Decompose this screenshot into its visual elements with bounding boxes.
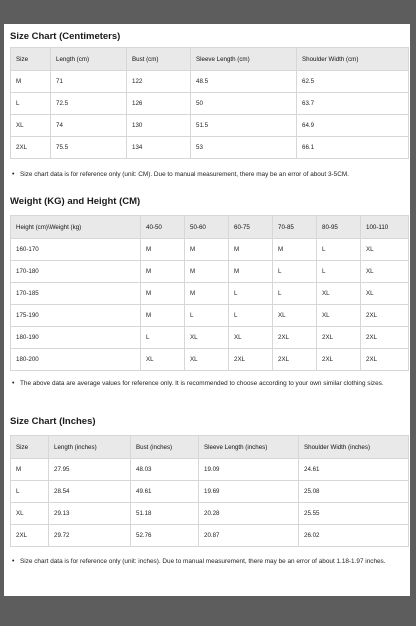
table-cell: L — [11, 481, 49, 503]
table-cell: 71 — [51, 71, 127, 93]
table-cell: 20.87 — [199, 525, 299, 547]
table-row — [11, 261, 409, 283]
table-row — [11, 239, 409, 261]
table-cell: 28.54 — [49, 481, 131, 503]
table-cell: XL — [317, 305, 361, 327]
table-cell: 180-190 — [11, 327, 141, 349]
column-header: 50-60 — [185, 216, 229, 239]
column-header: Length (cm) — [51, 48, 127, 71]
table-cell: M — [141, 305, 185, 327]
table-cell: 19.69 — [199, 481, 299, 503]
table-row — [11, 283, 409, 305]
table-row — [11, 503, 409, 525]
table-cell: 52.76 — [131, 525, 199, 547]
table-cell: 2XL — [361, 327, 409, 349]
table-row — [11, 71, 409, 93]
table-cell: 134 — [127, 137, 191, 159]
table-cell: XL — [11, 503, 49, 525]
table-cell: 51.18 — [131, 503, 199, 525]
table-cell: 24.61 — [299, 459, 409, 481]
table-cell: M — [11, 459, 49, 481]
table-row — [11, 93, 409, 115]
table-cell: 20.28 — [199, 503, 299, 525]
table-cell: L — [11, 93, 51, 115]
table-cell: M — [141, 283, 185, 305]
table-cell: 2XL — [361, 349, 409, 371]
column-header: Sleeve Length (inches) — [199, 436, 299, 459]
table-cell: M — [229, 239, 273, 261]
column-header: 60-75 — [229, 216, 273, 239]
table-cell: 2XL — [273, 327, 317, 349]
table-cell: L — [185, 305, 229, 327]
cm-section-title: Size Chart (Centimeters) — [10, 31, 121, 42]
table-cell: 66.1 — [297, 137, 409, 159]
table-cell: 170-185 — [11, 283, 141, 305]
table-cell: XL — [317, 283, 361, 305]
table-cell: 63.7 — [297, 93, 409, 115]
column-header: Length (inches) — [49, 436, 131, 459]
table-cell: L — [273, 261, 317, 283]
column-header: 40-50 — [141, 216, 185, 239]
column-header: 70-85 — [273, 216, 317, 239]
column-header: Size — [11, 436, 49, 459]
table-header-row — [11, 216, 409, 239]
table-cell: 29.72 — [49, 525, 131, 547]
table-cell: 50 — [191, 93, 297, 115]
table-row — [11, 305, 409, 327]
column-header: Height (cm)\Weight (kg) — [11, 216, 141, 239]
table-cell: 51.5 — [191, 115, 297, 137]
table-cell: 25.55 — [299, 503, 409, 525]
weight-height-section-title: Weight (KG) and Height (CM) — [10, 196, 141, 207]
table-cell: 75.5 — [51, 137, 127, 159]
table-cell: 29.13 — [49, 503, 131, 525]
inch-section-title: Size Chart (Inches) — [10, 416, 96, 427]
table-header-row — [11, 48, 409, 71]
column-header: 80-95 — [317, 216, 361, 239]
table-cell: 2XL — [273, 349, 317, 371]
table-cell: 48.03 — [131, 459, 199, 481]
column-header: Shoulder Width (inches) — [299, 436, 409, 459]
table-cell: XL — [361, 283, 409, 305]
table-cell: 27.95 — [49, 459, 131, 481]
table-cell: L — [229, 305, 273, 327]
table-row — [11, 459, 409, 481]
table-row — [11, 327, 409, 349]
table-cell: 2XL — [317, 327, 361, 349]
inch-note: • Size chart data is for reference only (unit: inches). Due to manual measurement, there may be an error of about 1.18-1.97 inches. — [20, 556, 406, 567]
table-cell: 53 — [191, 137, 297, 159]
table-cell: 2XL — [11, 137, 51, 159]
cm-note: • Size chart data is for reference only (unit: CM). Due to manual measurement, there may be an error of about 3-5CM. — [20, 169, 406, 180]
column-header: Shoulder Width (cm) — [297, 48, 409, 71]
table-cell: L — [229, 283, 273, 305]
weight-height-note: • The above data are average values for reference only. It is recommended to choose according to your own similar clothing sizes. — [20, 378, 406, 389]
table-cell: M — [185, 239, 229, 261]
table-cell: 64.9 — [297, 115, 409, 137]
table-cell: L — [273, 283, 317, 305]
table-cell: 48.5 — [191, 71, 297, 93]
table-cell: 72.5 — [51, 93, 127, 115]
table-cell: 25.08 — [299, 481, 409, 503]
table-cell: M — [11, 71, 51, 93]
table-cell: XL — [273, 305, 317, 327]
table-cell: L — [141, 327, 185, 349]
table-cell: 19.09 — [199, 459, 299, 481]
table-cell: XL — [361, 261, 409, 283]
column-header: Size — [11, 48, 51, 71]
table-cell: XL — [185, 349, 229, 371]
cm-size-table — [10, 47, 409, 159]
inch-size-table — [10, 435, 409, 547]
table-cell: M — [273, 239, 317, 261]
table-cell: M — [141, 261, 185, 283]
table-cell: 49.61 — [131, 481, 199, 503]
table-cell: 122 — [127, 71, 191, 93]
table-cell: 180-200 — [11, 349, 141, 371]
table-cell: 62.5 — [297, 71, 409, 93]
table-row — [11, 525, 409, 547]
column-header: Bust (cm) — [127, 48, 191, 71]
table-row — [11, 137, 409, 159]
column-header: 100-110 — [361, 216, 409, 239]
size-chart-sheet — [4, 24, 410, 596]
table-cell: XL — [229, 327, 273, 349]
column-header: Bust (inches) — [131, 436, 199, 459]
table-cell: XL — [361, 239, 409, 261]
table-cell: M — [141, 239, 185, 261]
table-cell: 126 — [127, 93, 191, 115]
table-cell: M — [185, 283, 229, 305]
table-cell: 2XL — [11, 525, 49, 547]
table-cell: L — [317, 261, 361, 283]
table-cell: 26.02 — [299, 525, 409, 547]
table-header-row — [11, 436, 409, 459]
table-cell: 170-180 — [11, 261, 141, 283]
table-cell: XL — [11, 115, 51, 137]
weight-height-table — [10, 215, 409, 371]
table-cell: 2XL — [317, 349, 361, 371]
table-cell: M — [229, 261, 273, 283]
table-row — [11, 481, 409, 503]
table-row — [11, 349, 409, 371]
table-cell: 74 — [51, 115, 127, 137]
table-cell: 130 — [127, 115, 191, 137]
table-cell: 2XL — [229, 349, 273, 371]
table-cell: 175-190 — [11, 305, 141, 327]
table-cell: M — [185, 261, 229, 283]
table-cell: L — [317, 239, 361, 261]
column-header: Sleeve Length (cm) — [191, 48, 297, 71]
table-cell: XL — [185, 327, 229, 349]
table-row — [11, 115, 409, 137]
table-cell: 2XL — [361, 305, 409, 327]
table-cell: XL — [141, 349, 185, 371]
table-cell: 160-170 — [11, 239, 141, 261]
